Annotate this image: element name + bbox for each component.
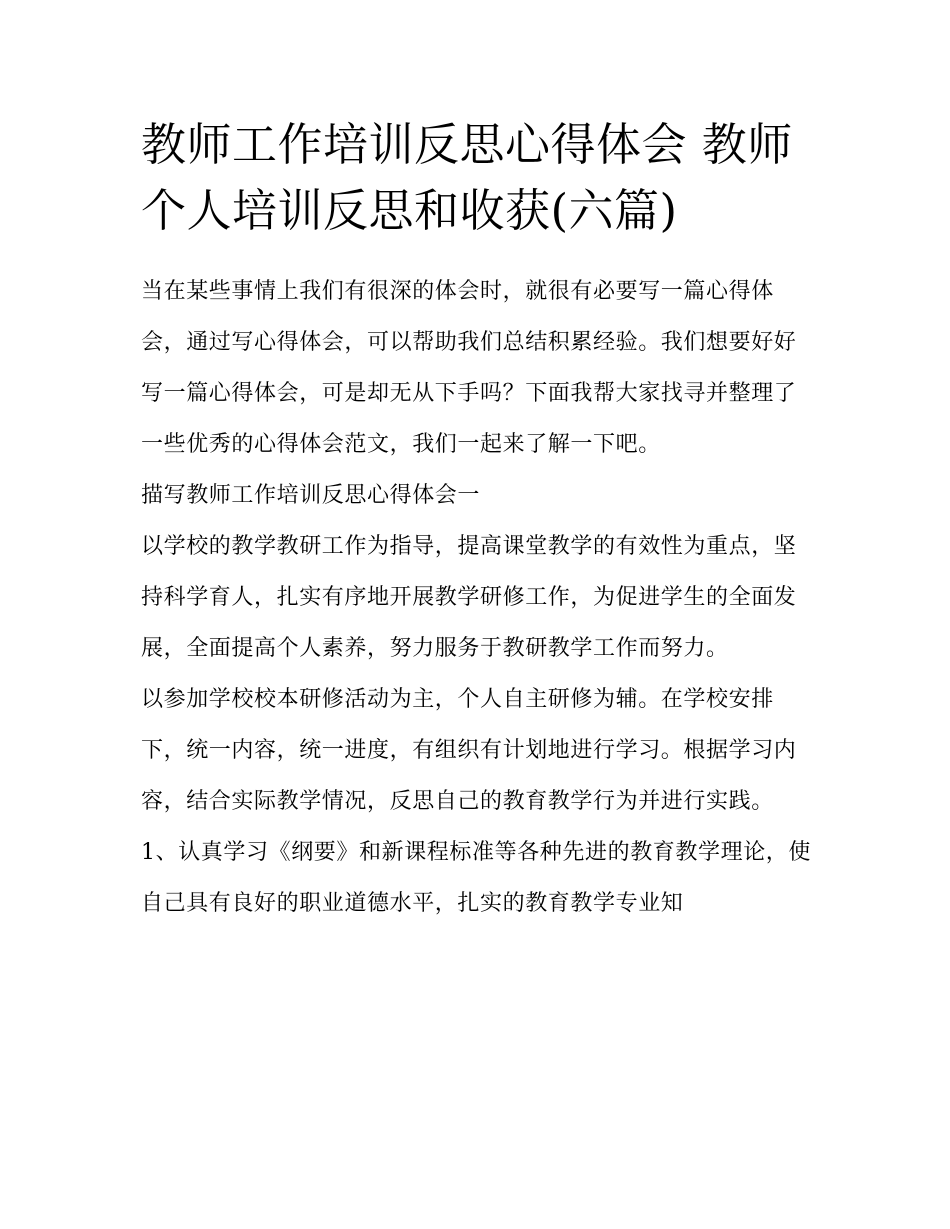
body-paragraph: 以参加学校校本研修活动为主，个人自主研修为辅。在学校安排下，统一内容，统一进度，有组织有计划地进行学习。根据学习内容，结合实际教学情况，反思自己的教育教学行为并进行实践。 xyxy=(141,687,797,814)
document-title: 教师工作培训反思心得体会 教师个人培训反思和收获(六篇) xyxy=(141,118,793,237)
document-body xyxy=(141,112,813,929)
section-heading: 描写教师工作培训反思心得体会一 xyxy=(141,483,481,508)
list-item-paragraph: 1、认真学习《纲要》和新课程标准等各种先进的教育教学理论，使自己具有良好的职业道德水平，扎实的教育教学专业知 xyxy=(141,840,811,916)
body-paragraph: 以学校的教学教研工作为指导，提高课堂教学的有效性为重点，坚持科学育人，扎实有序地开展教学研修工作，为促进学生的全面发展，全面提高个人素养，努力服务于教研教学工作而努力。 xyxy=(141,534,797,661)
intro-paragraph: 当在某些事情上我们有很深的体会时，就很有必要写一篇心得体会，通过写心得体会，可以帮助我们总结积累经验。我们想要好好写一篇心得体会，可是却无从下手吗？下面我帮大家找寻并整理了一些优秀的心得体会范文，我们一起来了解一下吧。 xyxy=(141,279,797,457)
